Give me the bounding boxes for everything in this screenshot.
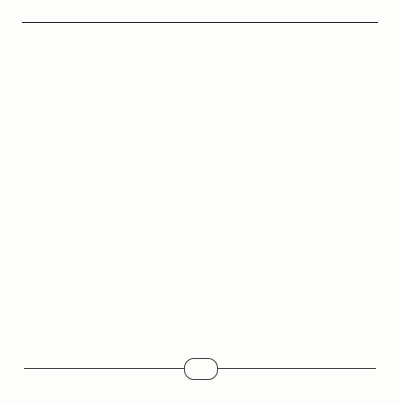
header-rule [22,22,378,23]
page-footer [0,358,400,382]
page-number [184,358,218,380]
document-body [24,30,376,356]
running-header [22,4,378,22]
